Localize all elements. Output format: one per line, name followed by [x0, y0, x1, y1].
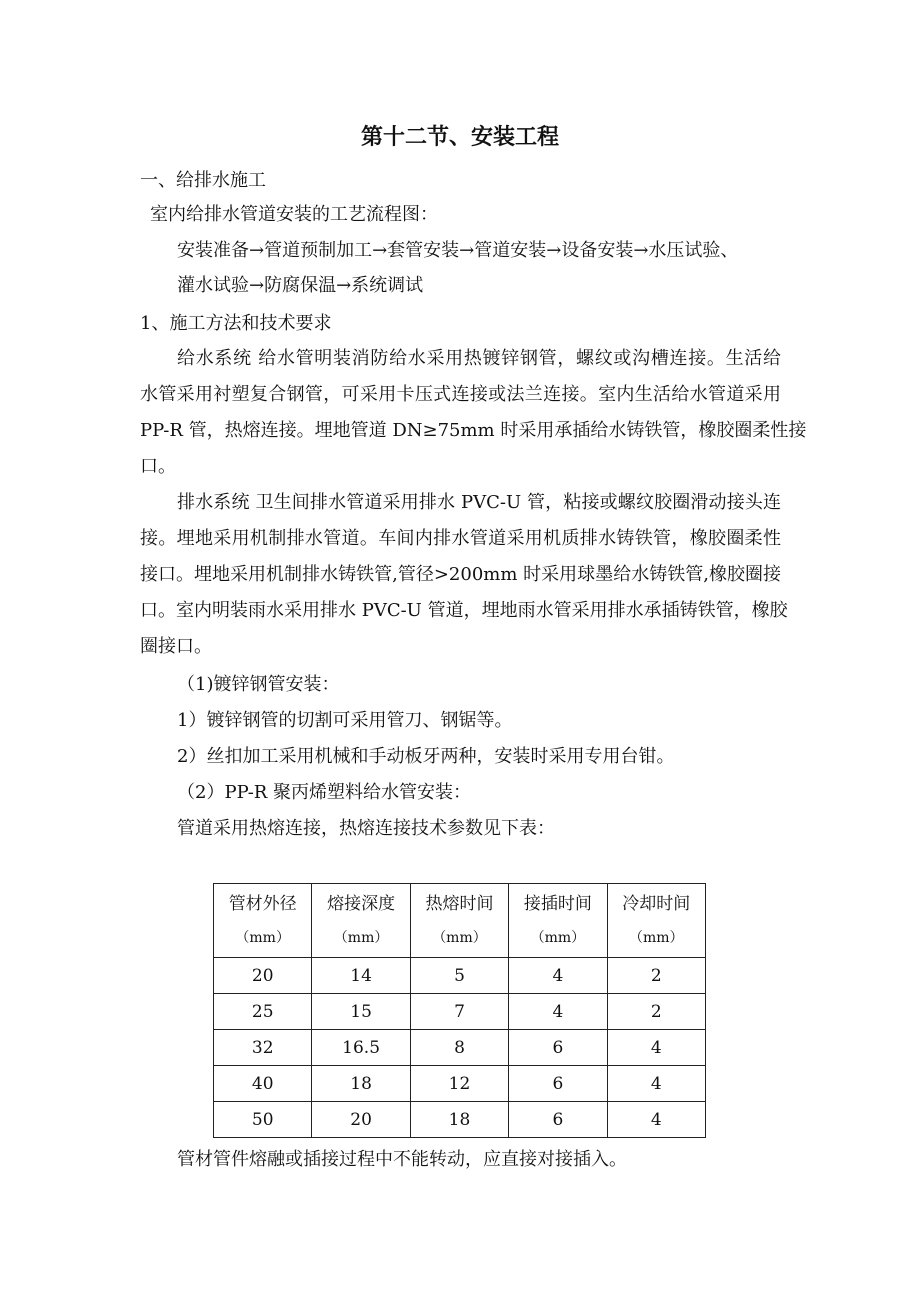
table-cell: 15 — [312, 994, 410, 1030]
table-cell: 50 — [214, 1102, 312, 1138]
table-row — [214, 958, 706, 994]
table-cell: 20 — [312, 1102, 410, 1138]
table-header-cell: 接插时间 （mm） — [509, 884, 607, 958]
item-galvanized-step-2: 2）丝扣加工采用机械和手动板牙两种，安装时采用专用台钳。 — [177, 746, 675, 767]
table-cell: 18 — [410, 1102, 508, 1138]
table-cell: 32 — [214, 1030, 312, 1066]
table-cell: 4 — [509, 994, 607, 1030]
table-row — [214, 1066, 706, 1102]
table-row — [214, 994, 706, 1030]
table-cell: 18 — [312, 1066, 410, 1102]
table-cell: 25 — [214, 994, 312, 1030]
item-galvanized-heading: （1)镀锌钢管安装： — [177, 674, 340, 695]
table-cell: 8 — [410, 1030, 508, 1066]
drainage-line-3: 接口。埋地采用机制排水铸铁管,管径>200mm 时采用球墨给水铸铁管,橡胶圈接 — [140, 564, 781, 585]
table-cell: 6 — [509, 1030, 607, 1066]
table-header-row — [214, 884, 706, 958]
water-supply-line-3: PP-R 管，热熔连接。埋地管道 DN≥75mm 时采用承插给水铸铁管，橡胶圈柔性接 — [140, 420, 807, 441]
page-title: 第十二节、安装工程 — [360, 124, 559, 150]
water-supply-line-2: 水管采用衬塑复合钢管，可采用卡压式连接或法兰连接。室内生活给水管道采用 — [140, 384, 781, 405]
item-ppr-intro: 管道采用热熔连接，热熔连接技术参数见下表： — [177, 818, 555, 839]
item-galvanized-step-1: 1）镀锌钢管的切割可采用管刀、钢锯等。 — [177, 710, 513, 731]
table-cell: 20 — [214, 958, 312, 994]
table-row — [214, 1030, 706, 1066]
table-header-cell: 冷却时间 （mm） — [607, 884, 705, 958]
drainage-line-2: 接。埋地采用机制排水管道。车间内排水管道采用机质排水铸铁管，橡胶圈柔性 — [140, 528, 781, 549]
table-cell: 16.5 — [312, 1030, 410, 1066]
subsection-heading-methods: 1、施工方法和技术要求 — [140, 313, 332, 334]
section-heading-water: 一、给排水施工 — [140, 170, 266, 191]
table-header-cell: 熔接深度 （mm） — [312, 884, 410, 958]
drainage-line-5: 圈接口。 — [140, 636, 212, 657]
table-cell: 12 — [410, 1066, 508, 1102]
table-cell: 2 — [607, 994, 705, 1030]
table-header-cell: 热熔时间 （mm） — [410, 884, 508, 958]
table-cell: 4 — [509, 958, 607, 994]
flow-line-1: 安装准备→管道预制加工→套管安装→管道安装→设备安装→水压试验、 — [177, 240, 739, 261]
water-supply-line-4: 口。 — [140, 456, 176, 477]
table-cell: 40 — [214, 1066, 312, 1102]
hot-melt-parameter-table — [213, 883, 706, 1138]
table-cell: 4 — [607, 1030, 705, 1066]
flow-intro: 室内给排水管道安装的工艺流程图： — [150, 204, 438, 225]
closing-note: 管材管件熔融或插接过程中不能转动，应直接对接插入。 — [177, 1149, 627, 1170]
drainage-line-4: 口。室内明装雨水采用排水 PVC-U 管道，埋地雨水管采用排水承插铸铁管，橡胶 — [140, 600, 788, 621]
table-cell: 4 — [607, 1066, 705, 1102]
table-row — [214, 1102, 706, 1138]
table-cell: 6 — [509, 1066, 607, 1102]
table-cell: 7 — [410, 994, 508, 1030]
drainage-line-1: 排水系统 卫生间排水管道采用排水 PVC-U 管，粘接或螺纹胶圈滑动接头连 — [177, 492, 781, 513]
table-cell: 5 — [410, 958, 508, 994]
item-ppr-heading: （2）PP-R 聚丙烯塑料给水管安装： — [177, 782, 472, 803]
table-cell: 2 — [607, 958, 705, 994]
table-cell: 4 — [607, 1102, 705, 1138]
water-supply-line-1: 给水系统 给水管明装消防给水采用热镀锌钢管，螺纹或沟槽连接。生活给 — [177, 348, 781, 369]
table-cell: 6 — [509, 1102, 607, 1138]
table-cell: 14 — [312, 958, 410, 994]
flow-line-2: 灌水试验→防腐保温→系统调试 — [177, 275, 424, 296]
table-header-cell: 管材外径 （mm） — [214, 884, 312, 958]
